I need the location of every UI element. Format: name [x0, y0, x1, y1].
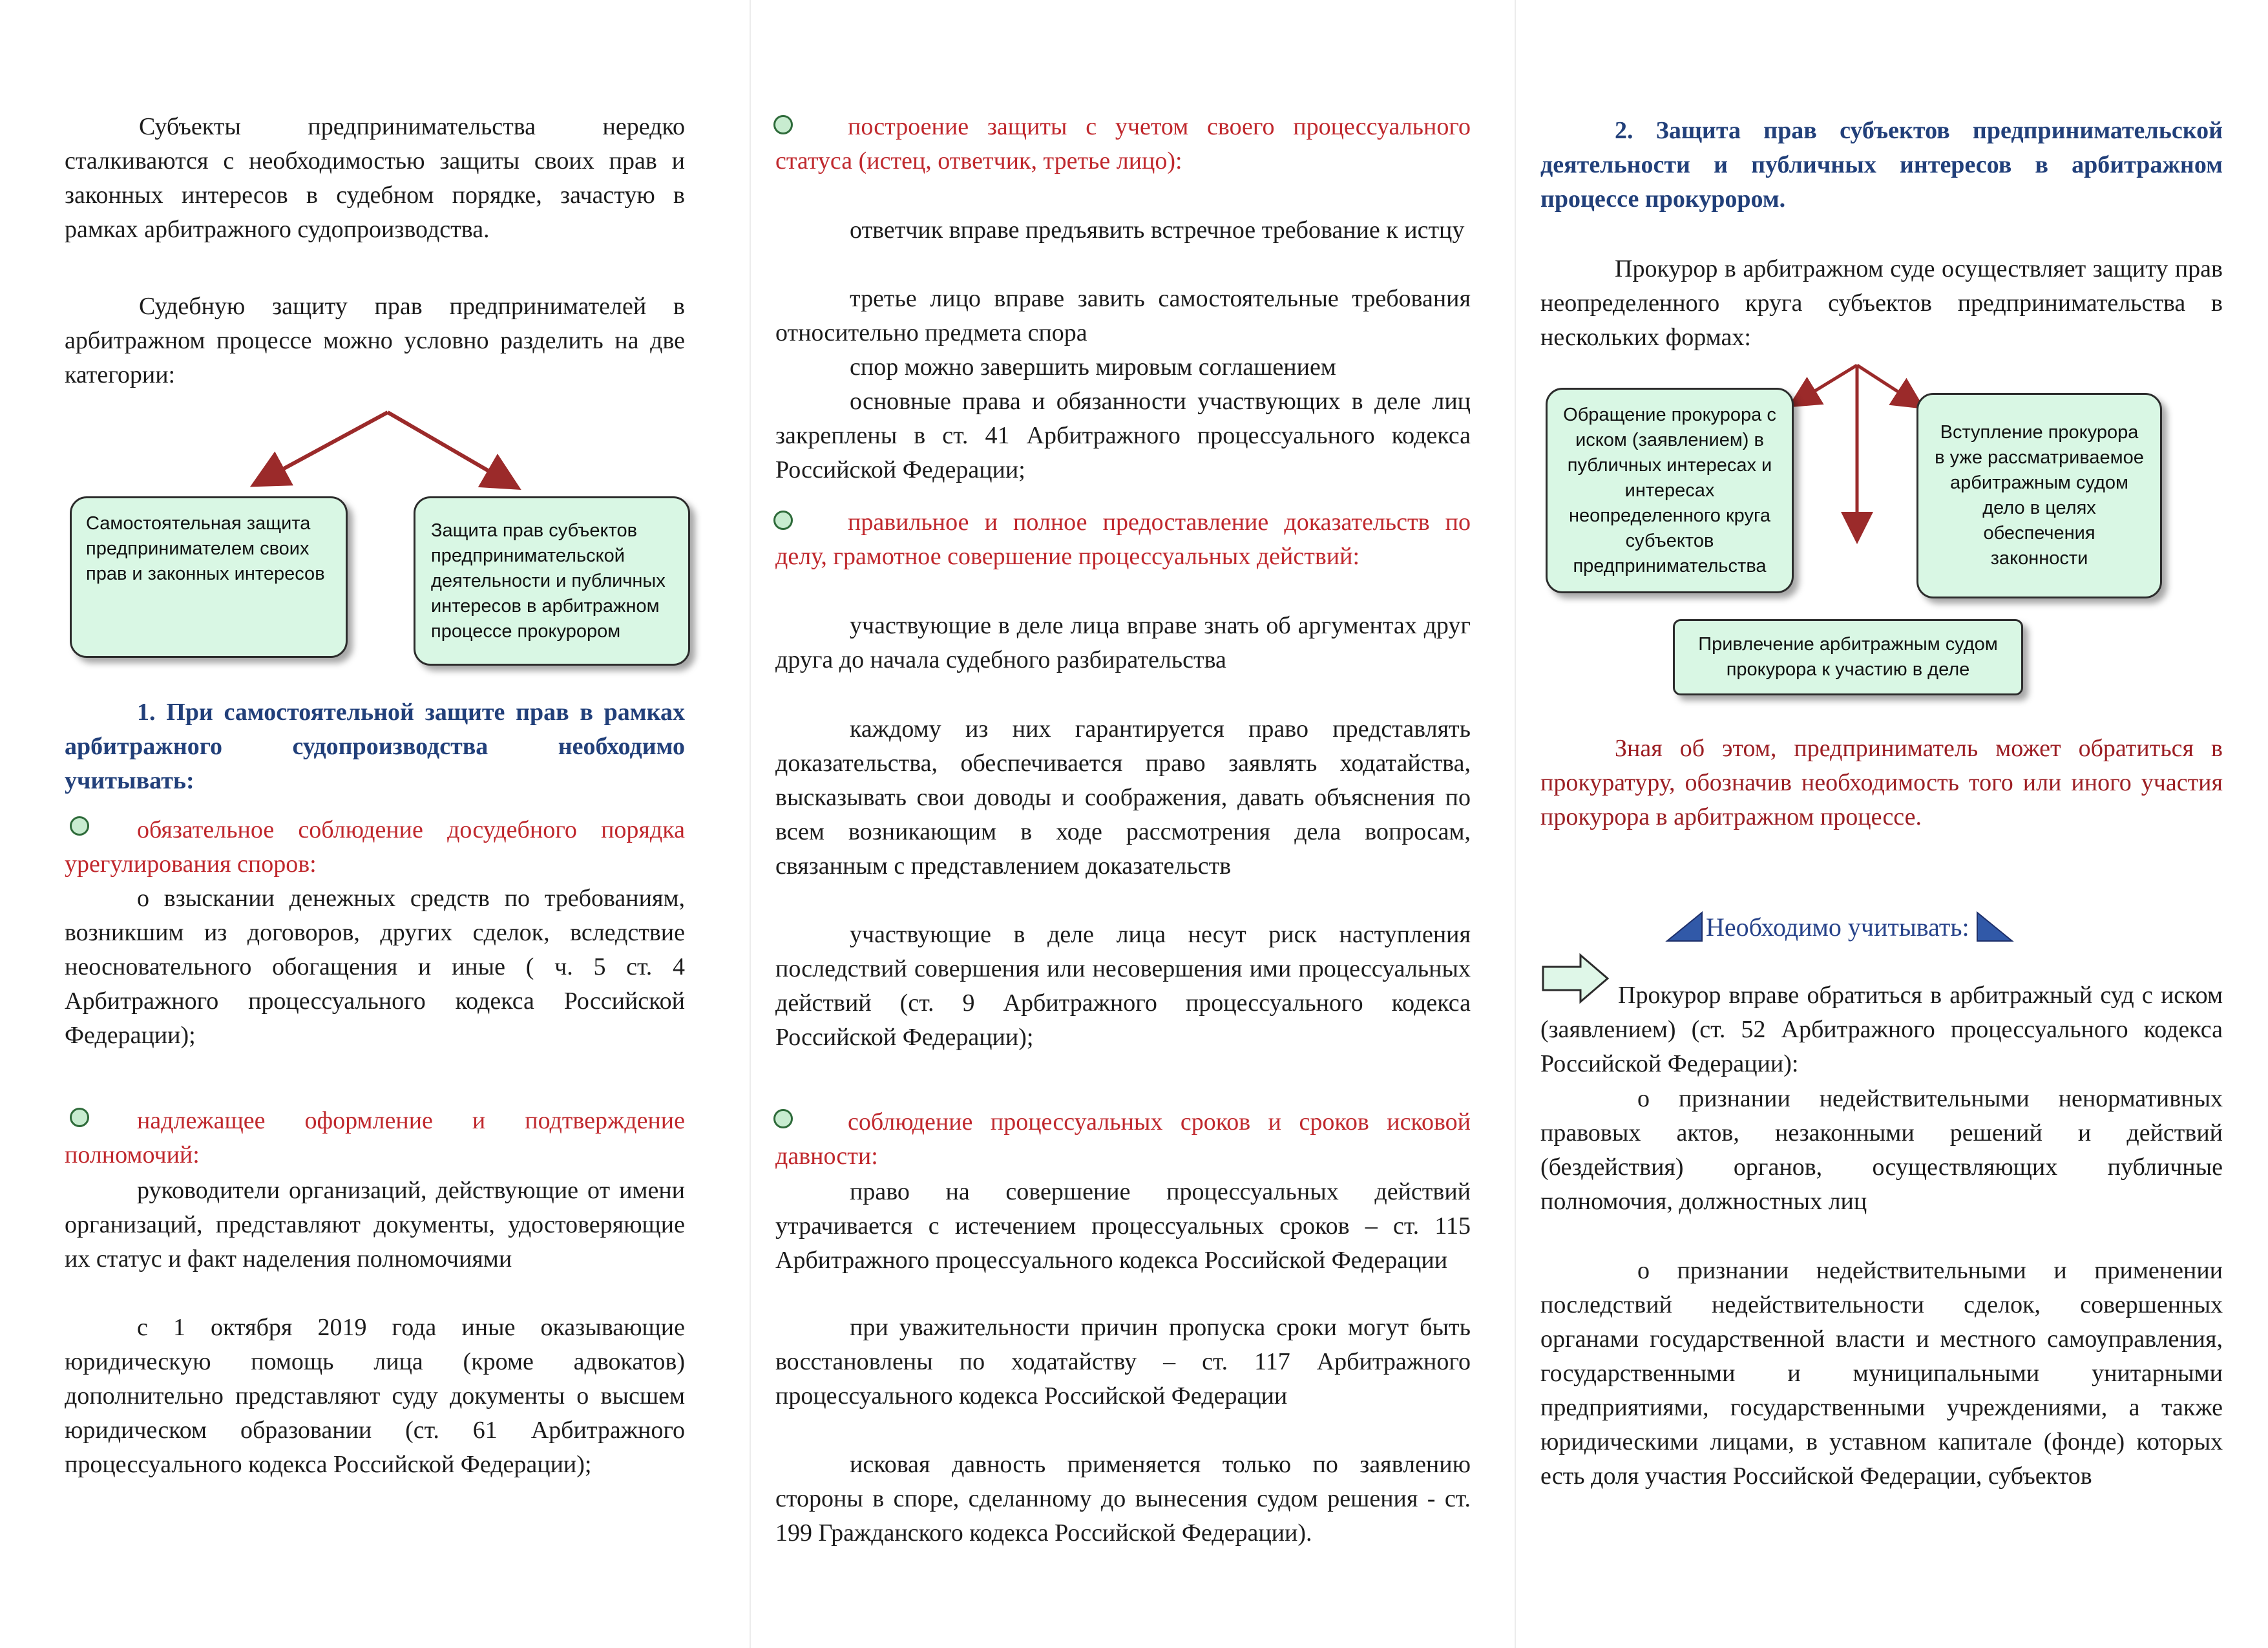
bullet-4-para-1: участвующие в деле лица вправе знать об аргументах друг друга до начала судебного разбирательства [775, 612, 1471, 673]
bullet-1-title: обязательное соблюдение досудебного порядка урегулирования споров: [65, 816, 685, 878]
bullet-3-para-3: спор можно завершить мировым соглашением [850, 354, 1336, 381]
bullet-3-para-4: основные права и обязанности участвующих в деле лиц закреплены в ст. 41 Арбитражного процессуального кодекса Российской Федерации; [775, 388, 1471, 483]
consider-line [1667, 909, 2119, 945]
box-prosecutor-protection [414, 496, 690, 666]
bullet-2-text-2: с 1 октября 2019 года иные оказывающие юридическую помощь лица (кроме адвокатов) дополнительно представляют суду документы о высшем юридическом образовании (ст. 61 Арбитражного процессуального кодекса Российской Федерации); [65, 1314, 685, 1478]
bullet-2-text-1: руководители организаций, действующие от имени организаций, представляют документы, удостоверяющие их статус и факт наделения полномочиями [65, 1177, 685, 1273]
bullet-5-para-3: исковая давность применяется только по заявлению стороны в споре, сделанному до вынесения судом решения - ст. 199 Гражданского кодекса Российской Федерации). [775, 1451, 1471, 1547]
section-2-intro: Прокурор в арбитражном суде осуществляет защиту прав неопределенного круга субъектов предпринимательства в нескольких формах: [1540, 255, 2223, 351]
section-1-heading: 1. При самостоятельной защите прав в рамках арбитражного судопроизводства необходимо учитывать: [65, 699, 685, 794]
consider-label: Необходимо учитывать: [1706, 912, 1969, 942]
section-2-heading: 2. Защита прав субъектов предпринимательской деятельности и публичных интересов в арбитражном процессе прокурором. [1540, 117, 2223, 213]
triangle-left-icon [1667, 913, 1702, 941]
bullet-5-title: соблюдение процессуальных сроков и сроков исковой давности: [775, 1108, 1471, 1170]
intro-paragraph-1: Субъекты предпринимательства нередко сталкиваются с необходимостью защиты своих прав и законных интересов в судебном порядке, зачастую в рамках арбитражного судопроизводства. [65, 113, 685, 243]
box-prosecutor-lawsuit [1546, 388, 1794, 593]
note-paragraph: Зная об этом, предприниматель может обратиться в прокуратуру, обозначив необходимость того или иного участия прокурора в арбитражном процессе. [1540, 735, 2223, 830]
box-prosecutor-lawsuit-text: Обращение прокурора с иском (заявлением) в публичных интересах и интересах неопределенного круга субъектов предпринимательства [1563, 404, 1776, 576]
left-panel [0, 0, 750, 1648]
right-panel [1515, 0, 2268, 1648]
box-self-protection [70, 496, 348, 658]
box-prosecutor-involvement-text: Привлечение арбитражным судом прокурора к участию в деле [1698, 634, 1998, 680]
box-prosecutor-entry-text: Вступление прокурора в уже рассматриваемое арбитражным судом дело в целях обеспечения законности [1935, 422, 2144, 569]
box-prosecutor-involvement [1673, 619, 2023, 695]
arrow-to-left-box [264, 412, 388, 480]
box-prosecutor-protection-text: Защита прав субъектов предпринимательской деятельности и публичных интересов в арбитражном процессе прокурором [431, 520, 666, 642]
prosecutor-rights-paragraph: Прокурор вправе обратиться в арбитражный суд с иском (заявлением) (ст. 52 Арбитражного процессуального кодекса Российской Федерации): [1540, 982, 2223, 1077]
bullet-5-para-1: право на совершение процессуальных действий утрачивается с истечением процессуальных сроков – ст. 115 Арбитражного процессуального кодекса Российской Федерации [775, 1178, 1471, 1274]
arrow-to-entry-box [1857, 365, 1914, 402]
middle-panel [750, 0, 1515, 1648]
bullet-2-title: надлежащее оформление и подтверждение полномочий: [65, 1107, 685, 1168]
box-self-protection-text: Самостоятельная защита предпринимателем своих прав и законных интересов [86, 513, 325, 584]
bullet-3-para-2: третье лицо вправе завить самостоятельные требования относительно предмета спора [775, 285, 1471, 346]
box-prosecutor-entry [1916, 393, 2162, 598]
bullet-1-text: о взыскании денежных средств по требованиям, возникшим из договоров, других сделок, вследствие неосновательного обогащения и иные ( ч. 5 ст. 4 Арбитражного процессуального кодекса Российской Федерации); [65, 885, 685, 1049]
bullet-3-para-1: ответчик вправе предъявить встречное требование к истцу [850, 217, 1465, 244]
prosecutor-right-2: о признании недействительными и применении последствий недействительности сделок, совершенных органами государственной власти и местного самоуправления, государственными и муниципальными унитарными предприятиями, государственными учреждениями, а также юридическими лицами, в уставном капитале (фонде) которых есть доля участия Российской Федерации, субъектов [1540, 1257, 2223, 1490]
arrow-to-lawsuit-box [1799, 365, 1857, 401]
intro-paragraph-2: Судебную защиту прав предпринимателей в арбитражном процессе можно условно разделить на две категории: [65, 293, 685, 388]
triangle-right-icon [1977, 913, 2012, 941]
prosecutor-right-1: о признании недействительными ненормативных правовых актов, незаконными решений и действий (бездействия) органов, осуществляющих публичные полномочия, должностных лиц [1540, 1085, 2223, 1215]
bullet-4-para-2: каждому из них гарантируется право представлять доказательства, обеспечивается право заявлять ходатайства, высказывать свои доводы и соображения, давать объяснения по всем возникающим в ходе рассмотрения дела вопросам, связанным с представлением доказательств [775, 715, 1471, 880]
bullet-4-title: правильное и полное предоставление доказательств по делу, грамотное совершение процессуальных действий: [775, 509, 1471, 570]
bullet-3-title: построение защиты с учетом своего процессуального статуса (истец, ответчик, третье лицо): [775, 113, 1471, 174]
bullet-5-para-2: при уважительности причин пропуска сроки могут быть восстановлены по ходатайству – ст. 117 Арбитражного процессуального кодекса Российской Федерации [775, 1314, 1471, 1410]
bullet-4-para-3: участвующие в деле лица несут риск наступления последствий совершения или несовершения ими процессуальных действий (ст. 9 Арбитражного процессуального кодекса Российской Федерации); [775, 921, 1471, 1051]
arrow-to-right-box [388, 412, 508, 482]
split-arrows [0, 0, 750, 517]
